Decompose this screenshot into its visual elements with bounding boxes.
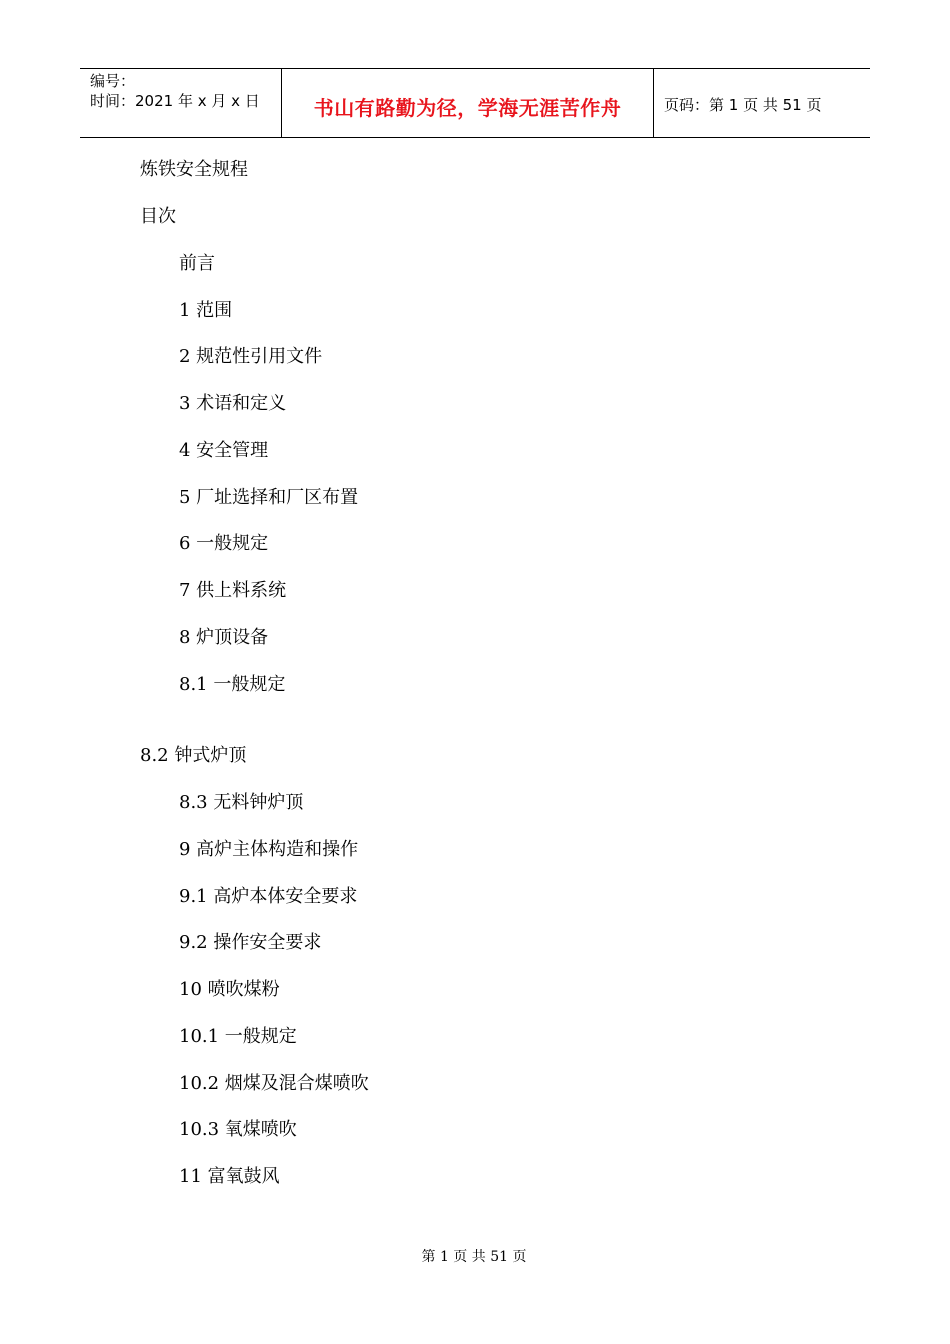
page-footer xyxy=(0,1246,950,1266)
header-motto: 书山有路勤为径，学海无涯苦作舟 xyxy=(313,95,622,120)
toc-item: 前言 xyxy=(179,253,215,274)
document-date-label: 时间：2021 年 x 月 x 日 xyxy=(90,92,260,110)
document-number-label: 编号： xyxy=(90,72,136,90)
header-page-info xyxy=(654,69,870,137)
document-title: 炼铁安全规程 xyxy=(140,159,248,180)
toc-item: 10.3 氧煤喷吹 xyxy=(179,1119,297,1140)
toc-item: 8.1 一般规定 xyxy=(179,674,286,695)
toc-item: 10.2 烟煤及混合煤喷吹 xyxy=(179,1073,369,1094)
toc-item: 3 术语和定义 xyxy=(179,393,287,414)
toc-heading: 目次 xyxy=(140,206,176,227)
toc-item: 9.1 高炉本体安全要求 xyxy=(179,886,358,907)
footer-page-number: 第 1 页 共 51 页 xyxy=(421,1249,527,1265)
toc-item: 1 范围 xyxy=(179,300,233,321)
toc-item: 8 炉顶设备 xyxy=(179,627,269,648)
toc-item: 7 供上料系统 xyxy=(179,580,287,601)
toc-item: 9 高炉主体构造和操作 xyxy=(179,839,359,860)
toc-item: 11 富氧鼓风 xyxy=(179,1166,280,1187)
toc-item: 10 喷吹煤粉 xyxy=(179,979,280,1000)
toc-item: 5 厂址选择和厂区布置 xyxy=(179,487,359,508)
page-header xyxy=(80,68,870,138)
toc-item: 2 规范性引用文件 xyxy=(179,346,323,367)
toc-item: 6 一般规定 xyxy=(179,533,269,554)
header-meta xyxy=(80,69,282,137)
toc-item: 9.2 操作安全要求 xyxy=(179,932,322,953)
toc-item: 8.3 无料钟炉顶 xyxy=(179,792,304,813)
toc-item: 10.1 一般规定 xyxy=(179,1026,297,1047)
toc-item: 8.2 钟式炉顶 xyxy=(140,745,247,766)
header-page-label: 页码：第 1 页 共 51 页 xyxy=(664,95,822,114)
header-motto-cell xyxy=(282,69,654,137)
toc-item: 4 安全管理 xyxy=(179,440,269,461)
